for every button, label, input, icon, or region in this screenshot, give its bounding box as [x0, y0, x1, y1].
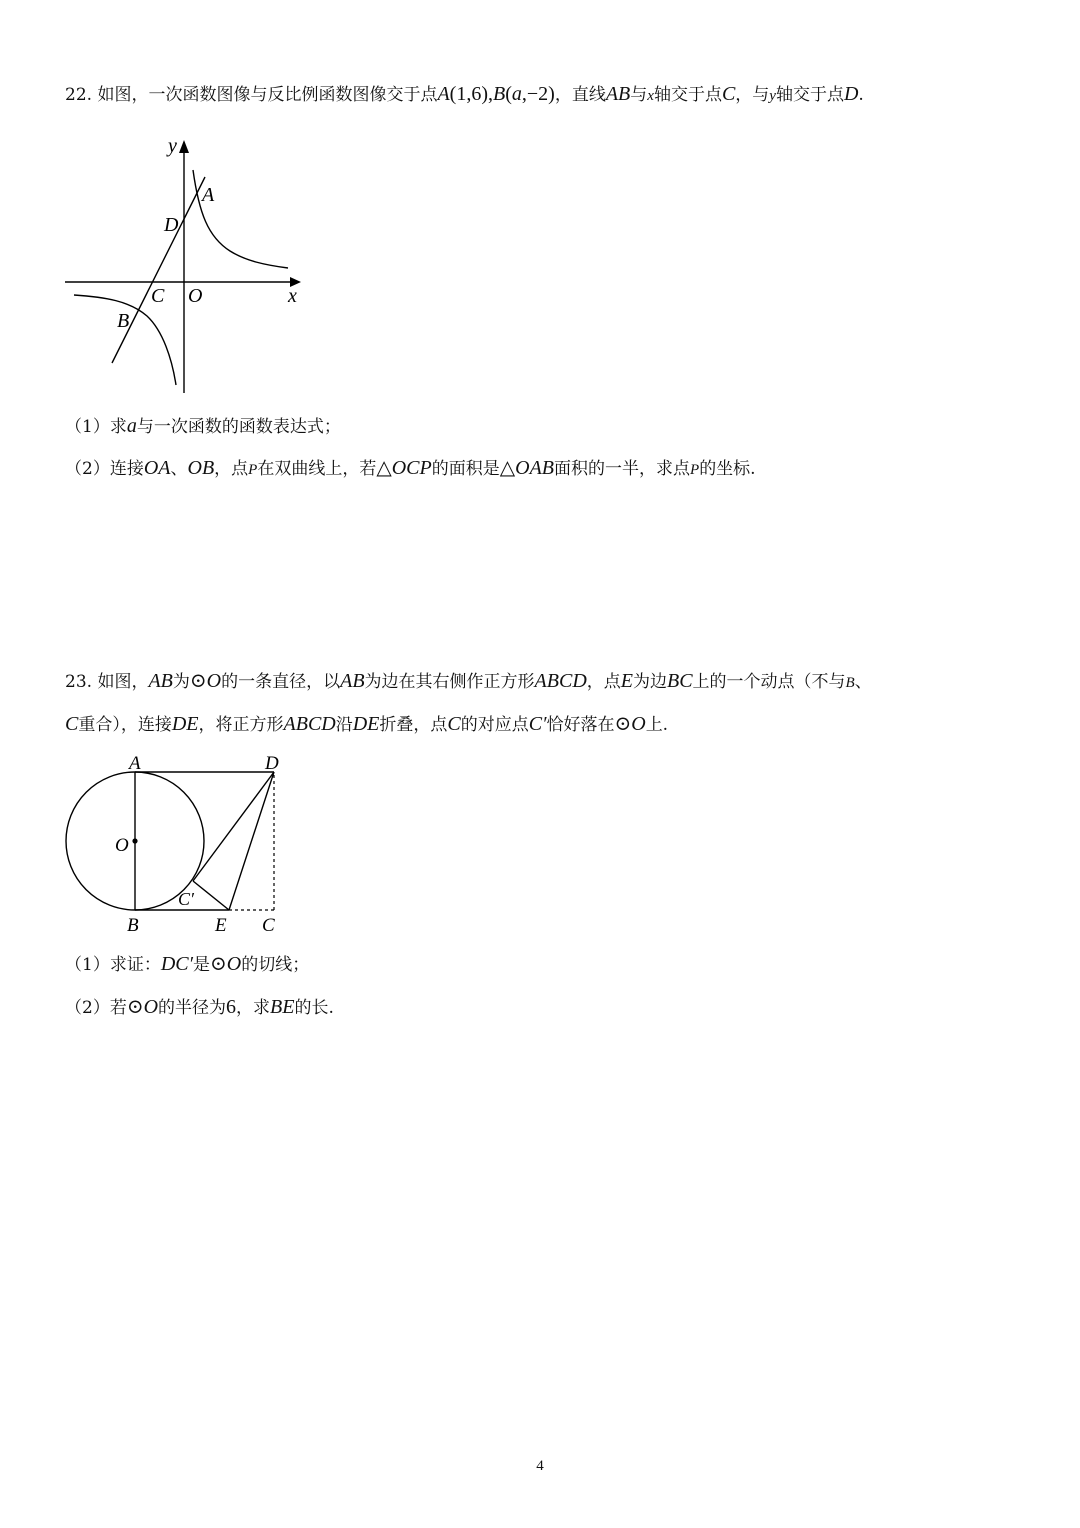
label-B: B: [127, 915, 139, 936]
label-O: O: [188, 285, 203, 307]
segment-CprimeE: [193, 881, 229, 910]
label-B: B: [117, 310, 130, 332]
page-number: 4: [536, 1458, 544, 1474]
q23-figure: [60, 750, 300, 940]
q22-figure: [60, 135, 310, 400]
label-Cprime: C′: [178, 889, 194, 909]
label-C: C: [262, 915, 275, 936]
q22-part1: （1）求a与一次函数的函数表达式；: [65, 415, 341, 437]
segment-DE: [229, 772, 274, 910]
label-D: D: [265, 753, 279, 774]
q23-stem-line1: 23. 如图，AB为⊙O的一条直径，以AB为边在其右侧作正方形ABCD，点E为边BC上的一个动点（不与B、: [65, 670, 872, 692]
label-D: D: [164, 214, 179, 236]
label-y: y: [168, 135, 177, 157]
y-axis-arrow-icon: [179, 140, 189, 153]
q23-stem-line2: C重合），连接DE，将正方形ABCD沿DE折叠，点C的对应点C′恰好落在⊙O上.: [65, 713, 669, 735]
q22-stem: 22. 如图，一次函数图像与反比例函数图像交于点A(1,6),B(a,−2)，直线AB与x轴交于点C，与y轴交于点D.: [65, 83, 864, 105]
center-point: [132, 838, 137, 843]
label-E: E: [215, 915, 227, 936]
label-O: O: [115, 835, 129, 856]
q23-part2: （2）若⊙O的半径为6，求BE的长.: [65, 996, 334, 1018]
hyperbola-branch-q3: [74, 295, 176, 385]
linear-function-line: [112, 177, 205, 363]
label-A: A: [129, 753, 141, 774]
q23-part1: （1）求证：DC′是⊙O的切线；: [65, 953, 310, 975]
label-x: x: [288, 285, 297, 307]
segment-DCprime: [193, 772, 274, 881]
label-A: A: [202, 184, 215, 206]
label-C: C: [151, 285, 165, 307]
q22-part2: （2）连接OA、OB，点P在双曲线上，若△OCP的面积是△OAB面积的一半，求点P的坐标.: [65, 457, 756, 479]
